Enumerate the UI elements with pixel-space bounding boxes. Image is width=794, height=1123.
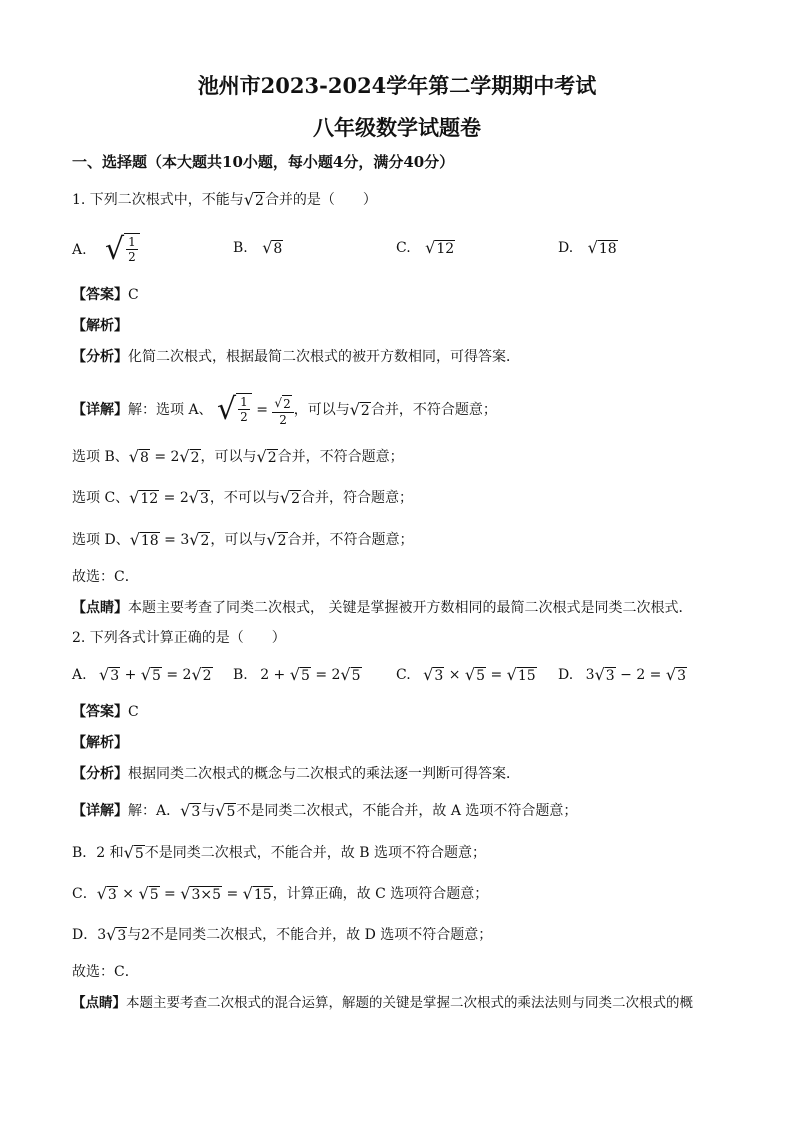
- q1-fenxi: 【分析】化简二次根式，根据最简二次根式的被开方数相同，可得答案．: [72, 349, 520, 365]
- q2-analysis-label: 【解析】: [72, 735, 128, 751]
- q1-comment: 【点睛】本题主要考查了同类二次根式， 关键是掌握被开方数相同的最简二次根式是同类二次根式．: [72, 600, 693, 616]
- q2-comment: 【点睛】本题主要考查二次根式的混合运算，解题的关键是掌握二次根式的乘法法则与同类二次根式的概: [72, 995, 693, 1011]
- q1-option-c: C. √ 12: [396, 238, 455, 257]
- q1-detail-b: 选项 B、 √ 8 = 2 √ 2 ，可以与 √ 2 合并，不符合题意；: [72, 447, 404, 466]
- q1-choose: 故选：C．: [72, 569, 139, 585]
- q2-fenxi: 【分析】根据同类二次根式的概念与二次根式的乘法逐一判断可得答案．: [72, 766, 520, 782]
- q1-detail-d: 选项 D、 √ 18 = 3 √ 2 ，可以与 √ 2 合并，不符合题意；: [72, 530, 414, 549]
- q2-detail-c: C． √ 3 × √ 5 = √ 3×5 = √ 15 ，计算正确，故 C 选项符合题意；: [72, 884, 489, 903]
- q1-answer: 【答案】C: [72, 287, 139, 303]
- q1-detail-a: 【详解】解：选项 A、 √ $\frac{1}{2}$ = √ 2 2 ，可以与 √ 2 合并，不符合题意；: [72, 392, 497, 427]
- sqrt-symbol: √ $\frac{1}{2}$: [217, 393, 252, 427]
- q1-option-a: A. √ $\frac{1}{2}$: [72, 233, 140, 267]
- q2-option-c: C. √ 3 × √ 5 = √ 15: [396, 665, 536, 684]
- q1-stem: 1. 下列二次根式中，不能与 √ 2 合并的是（ ）: [72, 190, 377, 209]
- q2-detail-b: B．2 和 √ 5 不是同类二次根式，不能合并，故 B 选项不符合题意；: [72, 843, 486, 862]
- section-heading: 一、选择题（本大题共10小题，每小题4分，满分40分）: [72, 153, 455, 171]
- exam-title: 池州市2023-2024学年第二学期期中考试: [197, 73, 597, 98]
- q1-detail-c: 选项 C、 √ 12 = 2 √ 3 ，不可以与 √ 2 合并，符合题意；: [72, 488, 413, 507]
- q2-option-b: B. 2 + √ 5 = 2 √ 5: [233, 665, 361, 684]
- q2-answer: 【答案】C: [72, 704, 139, 720]
- sqrt-symbol: √ 18: [587, 238, 617, 257]
- sqrt-symbol: √ 2: [243, 190, 264, 209]
- q2-choose: 故选：C．: [72, 964, 139, 980]
- q2-option-a: A. √ 3 + √ 5 = 2 √ 2: [72, 665, 212, 684]
- sqrt-symbol: √ $\frac{1}{2}$: [105, 233, 140, 267]
- q1-analysis-label: 【解析】: [72, 318, 128, 334]
- sqrt-symbol: √ 12: [425, 238, 455, 257]
- q2-detail-a: 【详解】解：A． √ 3 与 √ 5 不是同类二次根式，不能合并，故 A 选项不符合题意；: [72, 801, 578, 820]
- q2-stem: 2. 下列各式计算正确的是（ ）: [72, 630, 286, 646]
- q1-option-b: B. √ 8: [233, 238, 283, 257]
- q1-option-d: D. √ 18: [558, 238, 617, 257]
- q2-option-d: D. 3 √ 3 − 2 = √ 3: [558, 665, 686, 684]
- exam-subtitle: 八年级数学试题卷: [313, 115, 481, 140]
- sqrt-symbol: √ 2: [349, 400, 370, 419]
- sqrt-symbol: √ 8: [262, 238, 283, 257]
- q2-detail-d: D．3 √ 3 与2不是同类二次根式，不能合并，故 D 选项不符合题意；: [72, 925, 493, 944]
